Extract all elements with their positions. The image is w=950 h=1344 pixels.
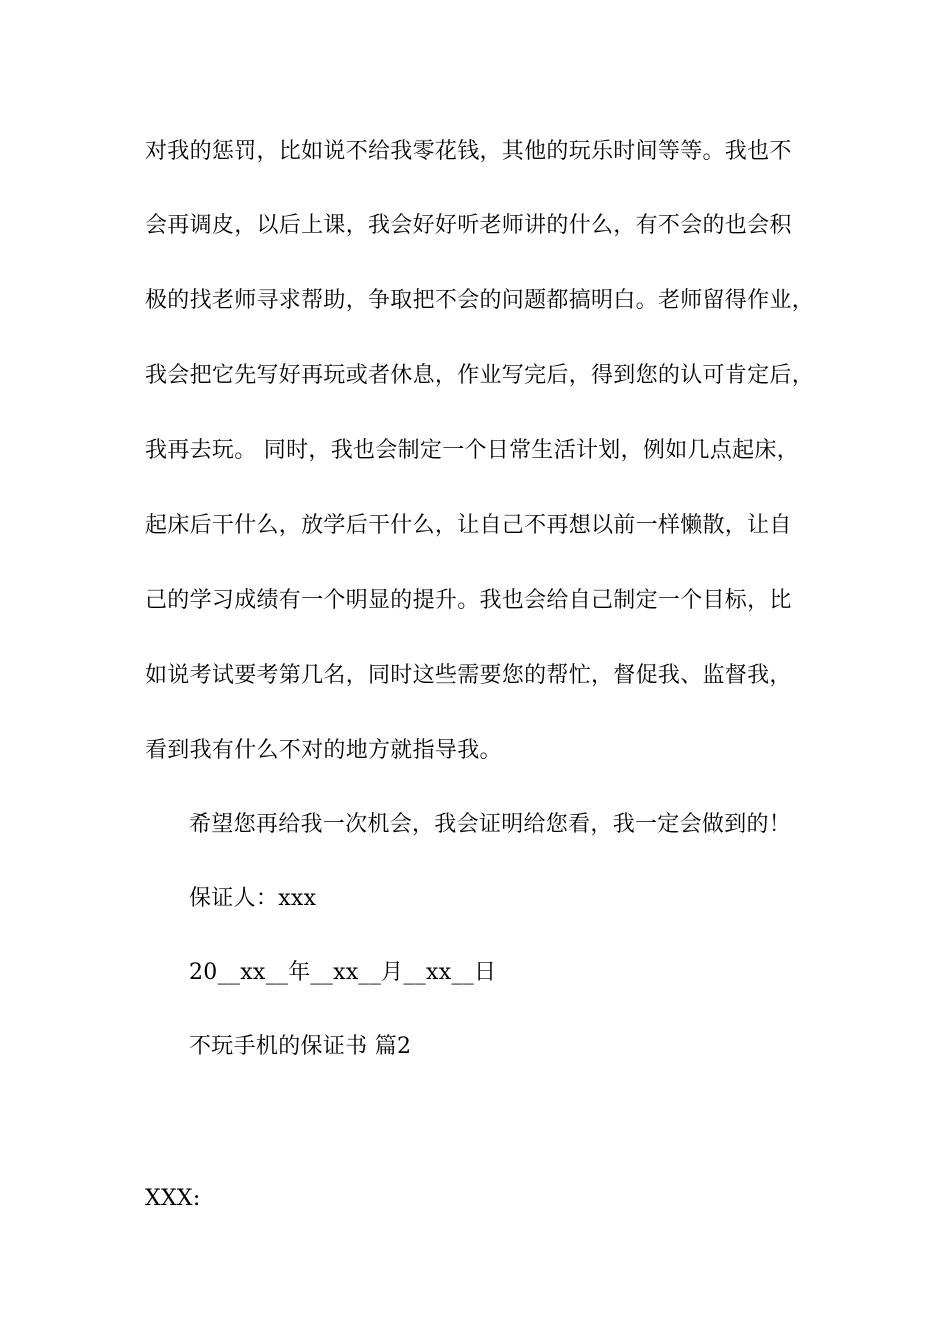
date-line: 20__xx__年__xx__月__xx__日	[189, 960, 497, 985]
paragraph-line-1: 对我的惩罚，比如说不给我零花钱，其他的玩乐时间等等。我也不	[145, 139, 792, 164]
paragraph-line-2: 会再调皮，以后上课，我会好好听老师讲的什么，有不会的也会积	[145, 213, 792, 238]
paragraph-line-3: 极的找老师寻求帮助，争取把不会的问题都搞明白。老师留得作业，	[145, 288, 815, 313]
paragraph-line-6: 起床后干什么，放学后干什么，让自己不再想以前一样懒散，让自	[145, 513, 792, 538]
salutation: XXX:	[145, 1186, 201, 1211]
guarantor-line: 保证人：xxx	[189, 886, 317, 911]
paragraph-line-5: 我再去玩。 同时，我也会制定一个日常生活计划，例如几点起床，	[145, 438, 799, 463]
paragraph-line-8: 如说考试要考第几名，同时这些需要您的帮忙，督促我、监督我，	[145, 663, 792, 688]
paragraph-line-9: 看到我有什么不对的地方就指导我。	[145, 738, 502, 763]
next-document-title: 不玩手机的保证书 篇2	[189, 1034, 412, 1059]
paragraph-line-7: 己的学习成绩有一个明显的提升。我也会给自己制定一个目标，比	[145, 588, 792, 613]
paragraph-line-4: 我会把它先写好再玩或者休息，作业写完后，得到您的认可肯定后，	[145, 363, 815, 388]
closing-line: 希望您再给我一次机会，我会证明给您看，我一定会做到的！	[189, 812, 792, 837]
